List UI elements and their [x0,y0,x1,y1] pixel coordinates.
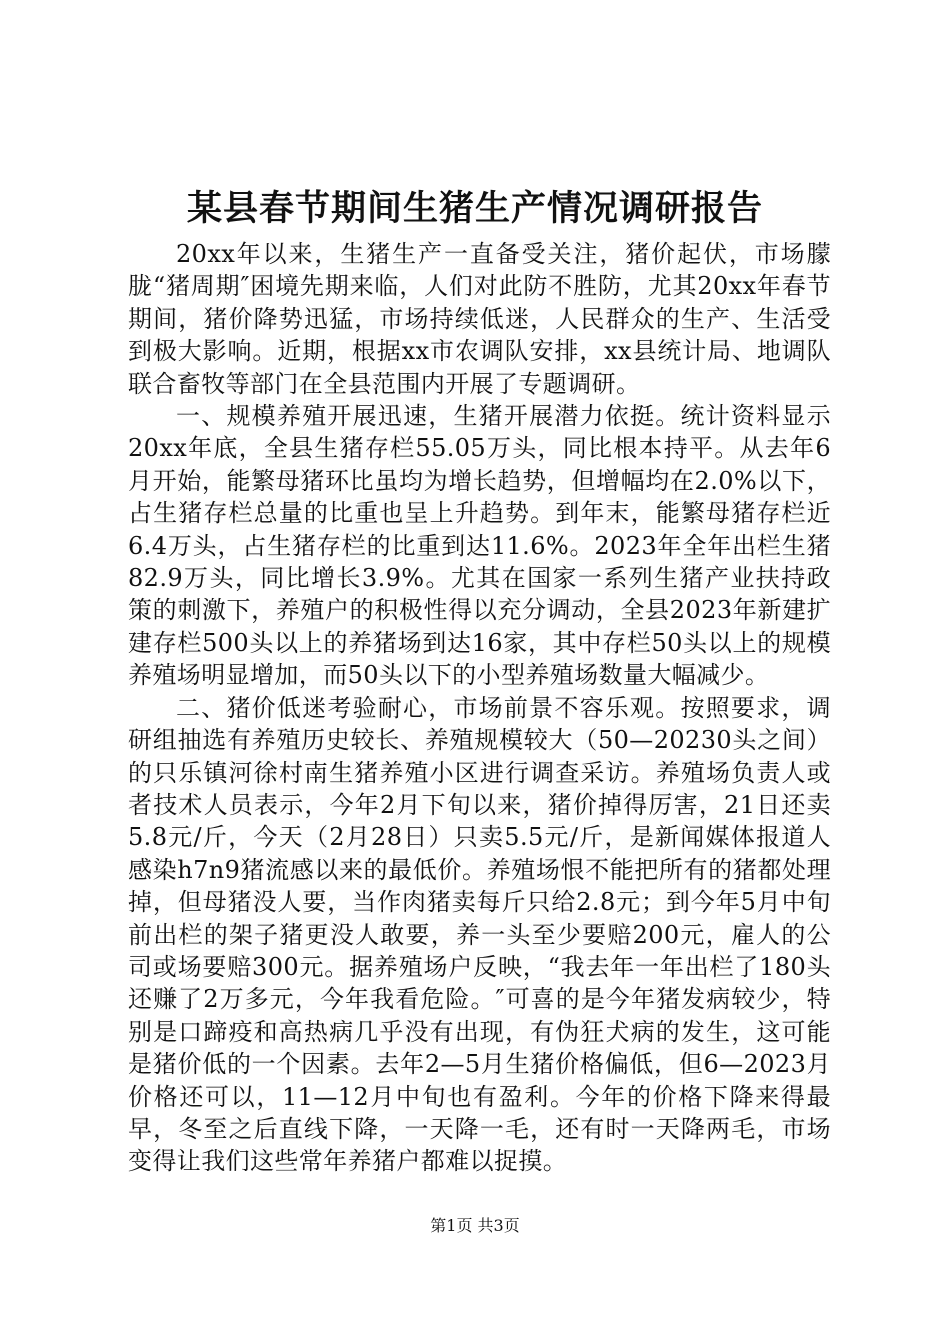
page-number-footer: 第1页 共3页 [430,1216,520,1235]
document-body [128,238,831,1178]
paragraph-section-one: 一、规模养殖开展迅速，生猪开展潜力依挺。统计资料显示20xx年底，全县生猪存栏55.05万头，同比根本持平。从去年6月开始，能繁母猪环比虽均为增长趋势，但增幅均在2.0%以下，占生猪存栏总量的比重也呈上升趋势。到年末，能繁母猪存栏近6.4万头，占生猪存栏的比重到达11.6%。2023年全年出栏生猪82.9万头，同比增长3.9%。尤其在国家一系列生猪产业扶持政策的刺激下，养殖户的积极性得以充分调动，全县2023年新建扩建存栏500头以上的养猪场到达16家，其中存栏50头以上的规模养殖场明显增加，而50头以下的小型养殖场数量大幅减少。 [128,402,831,690]
document-title: 某县春节期间生猪生产情况调研报告 [186,188,763,229]
paragraph-intro: 20xx年以来，生猪生产一直备受关注，猪价起伏，市场朦胧“猪周期″困境先期来临，人们对此防不胜防，尤其20xx年春节期间，猪价降势迅猛，市场持续低迷，人民群众的生产、生活受到极大影响。近期，根据xx市农调队安排，xx县统计局、地调队联合畜牧等部门在全县范围内开展了专题调研。 [128,240,831,398]
paragraph-section-two: 二、猪价低迷考验耐心，市场前景不容乐观。按照要求，调研组抽选有养殖历史较长、养殖规模较大（50—20230头之间）的只乐镇河徐村南生猪养殖小区进行调查采访。养殖场负责人或者技术人员表示，今年2月下旬以来，猪价掉得厉害，21日还卖5.8元/斤，今天（2月28日）只卖5.5元/斤，是新闻媒体报道人感染h7n9猪流感以来的最低价。养殖场恨不能把所有的猪都处理掉，但母猪没人要，当作肉猪卖每斤只给2.8元；到今年5月中旬前出栏的架子猪更没人敢要，养一头至少要赔200元，雇人的公司或场要赔300元。据养殖场户反映，“我去年一年出栏了180头还赚了2万多元，今年我看危险。″可喜的是今年猪发病较少，特别是口蹄疫和高热病几乎没有出现，有伪狂犬病的发生，这可能是猪价低的一个因素。去年2—5月生猪价格偏低，但6—2023月价格还可以，11—12月中旬也有盈利。今年的价格下降来得最早，冬至之后直线下降，一天降一毛，还有时一天降两毛，市场变得让我们这些常年养猪户都难以捉摸。 [128,693,831,1176]
